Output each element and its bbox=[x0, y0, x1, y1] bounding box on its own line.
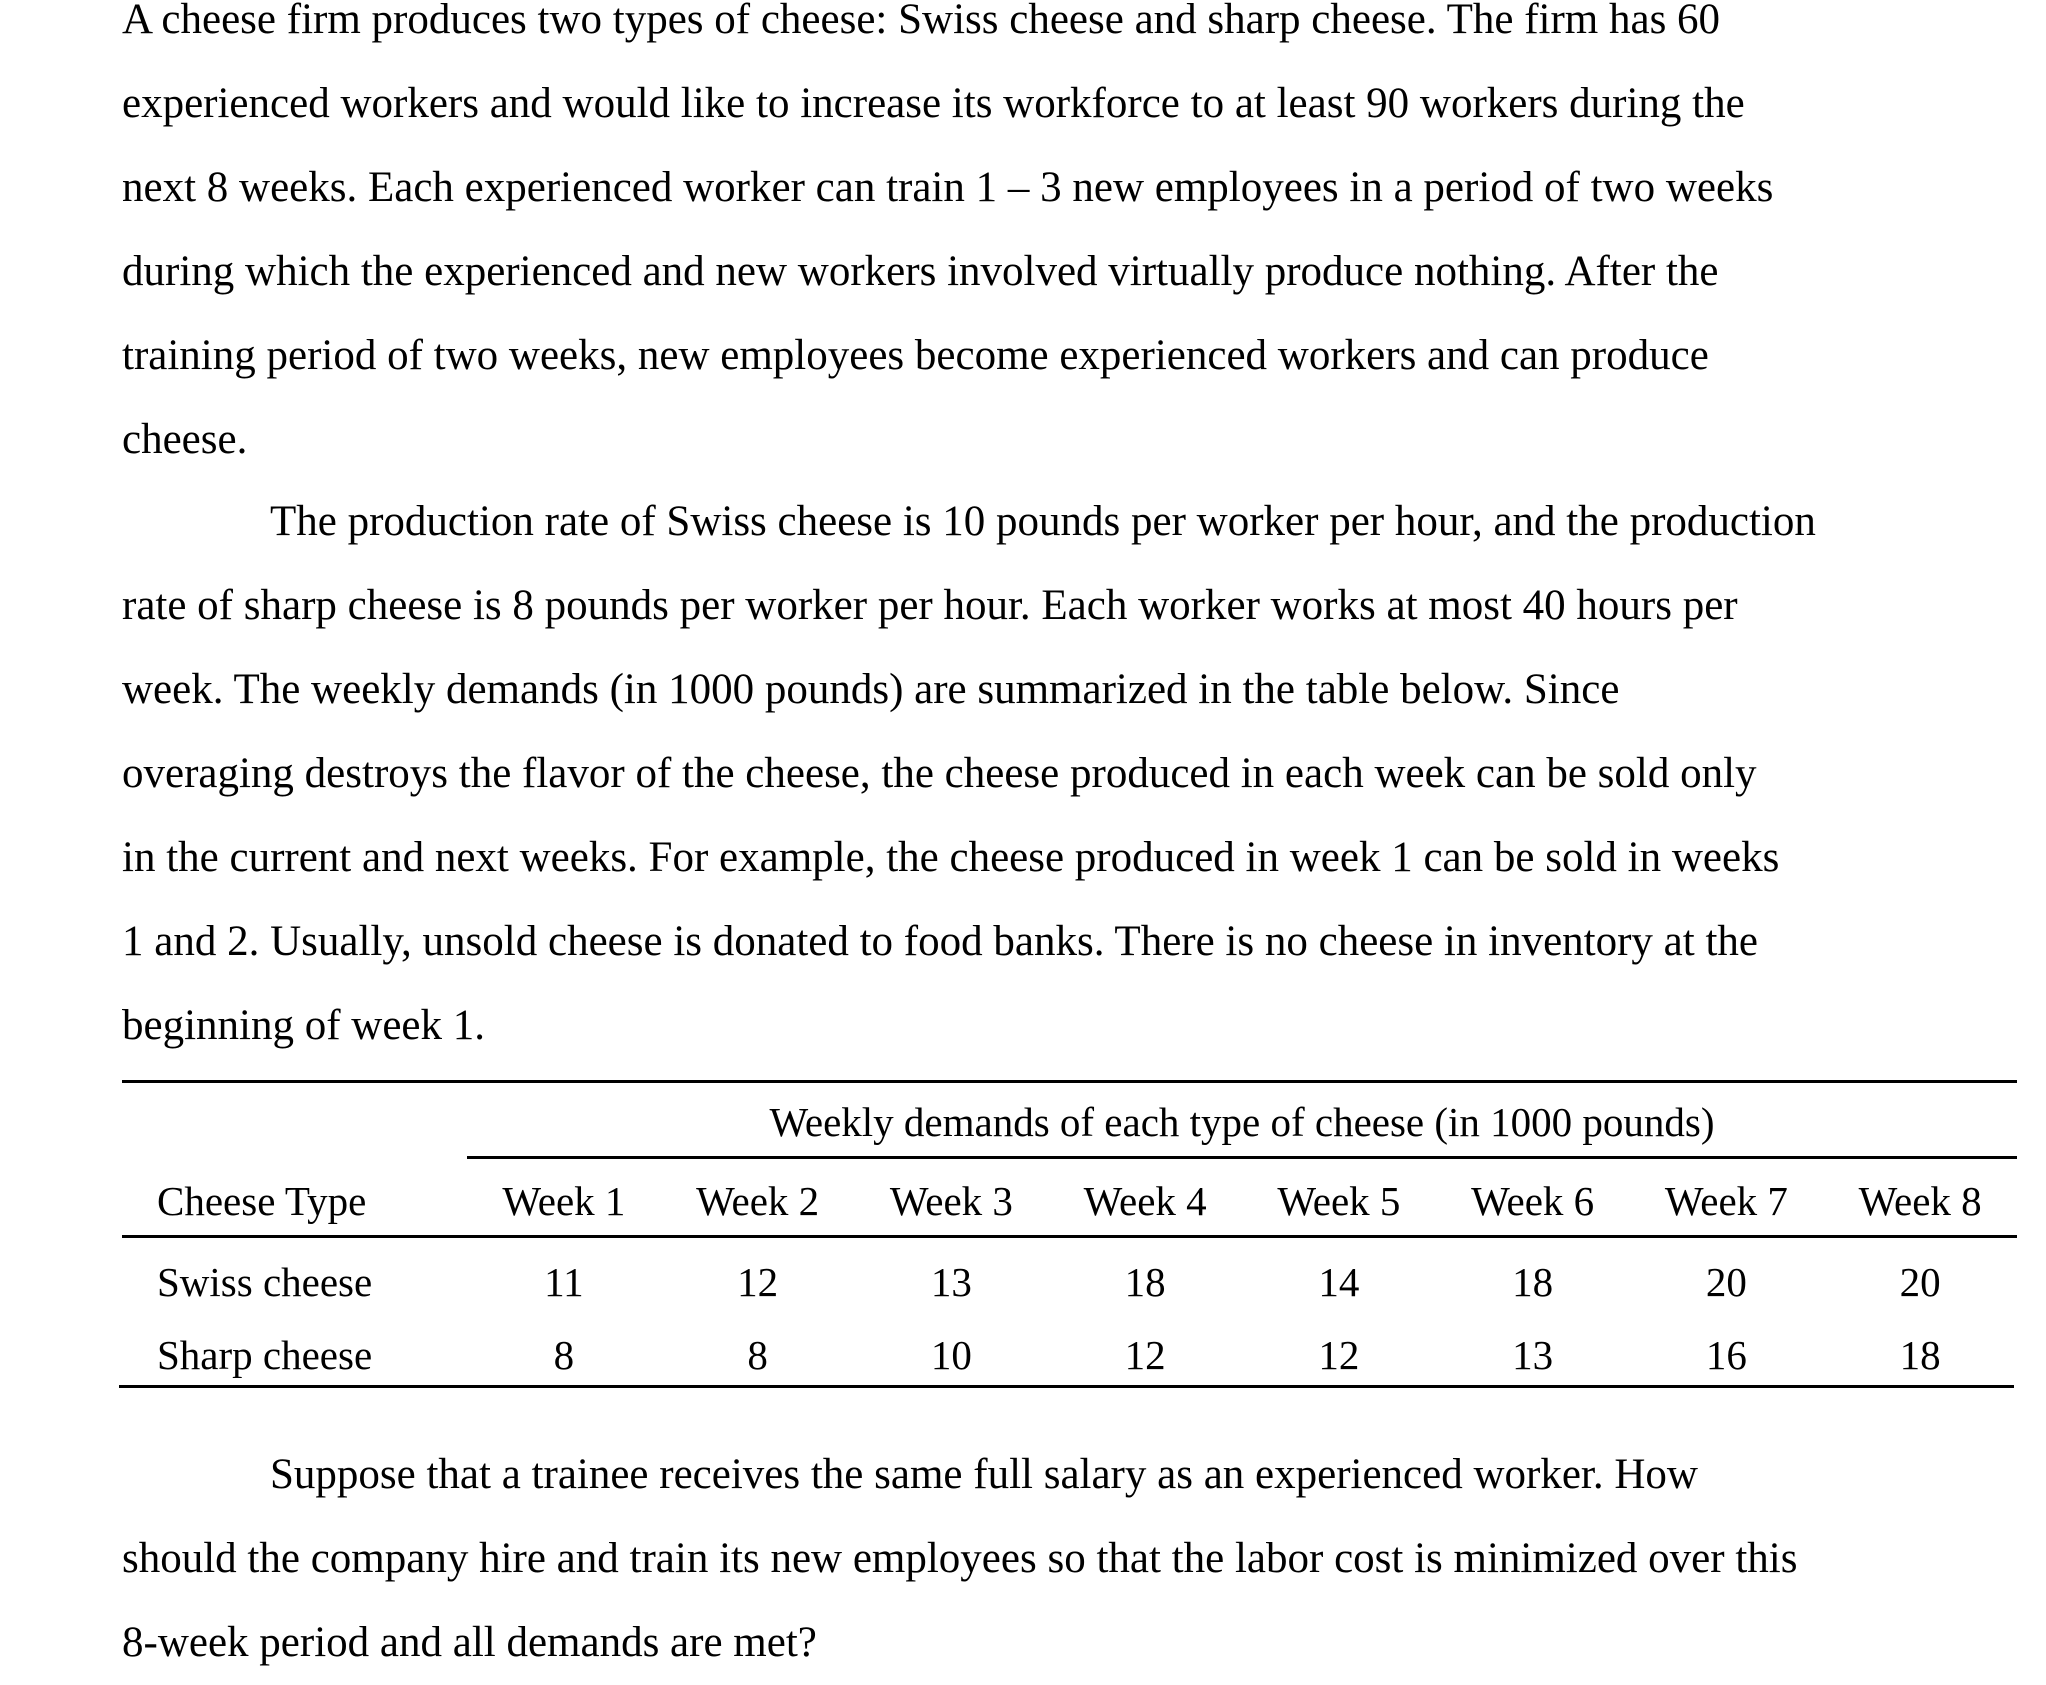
row-label-swiss: Swiss cheese bbox=[157, 1259, 373, 1305]
column-header-week: Week 5 bbox=[1277, 1178, 1401, 1224]
text-line: should the company hire and train its new employees so that the labor cost is minimized over this bbox=[122, 1535, 1798, 1582]
table-bottom-rule bbox=[119, 1385, 2014, 1388]
table-cell: 20 bbox=[1899, 1259, 1941, 1305]
table-cell: 8 bbox=[747, 1332, 768, 1378]
table-cell: 11 bbox=[544, 1259, 584, 1305]
text-line: 1 and 2. Usually, unsold cheese is donated to food banks. There is no cheese in inventory at the bbox=[122, 918, 1758, 965]
text-line: A cheese firm produces two types of cheese: Swiss cheese and sharp cheese. The firm has 60 bbox=[122, 0, 1721, 43]
table-cell: 14 bbox=[1318, 1259, 1360, 1305]
table-cell: 13 bbox=[930, 1259, 972, 1305]
column-header-cheese-type: Cheese Type bbox=[157, 1178, 367, 1224]
column-header-week: Week 8 bbox=[1858, 1178, 1982, 1224]
table-cell: 18 bbox=[1124, 1259, 1166, 1305]
table-cell: 18 bbox=[1512, 1259, 1554, 1305]
paragraph-intro bbox=[122, 0, 1773, 482]
text-line: week. The weekly demands (in 1000 pounds) are summarized in the table below. Since bbox=[122, 666, 1620, 713]
paragraph-production bbox=[122, 480, 1816, 1068]
caption-rule bbox=[467, 1156, 2017, 1159]
text-line: in the current and next weeks. For example, the cheese produced in week 1 can be sold in weeks bbox=[122, 834, 1780, 881]
table-cell: 10 bbox=[930, 1332, 972, 1378]
column-header-week: Week 4 bbox=[1083, 1178, 1207, 1224]
text-line: overaging destroys the flavor of the cheese, the cheese produced in each week can be sold only bbox=[122, 750, 1757, 797]
text-line: Suppose that a trainee receives the same full salary as an experienced worker. How bbox=[270, 1451, 1698, 1498]
table-cell: 12 bbox=[1124, 1332, 1166, 1378]
paragraph-question bbox=[122, 1433, 1797, 1685]
text-line: The production rate of Swiss cheese is 10 pounds per worker per hour, and the production bbox=[270, 498, 1816, 545]
table-cell: 16 bbox=[1705, 1332, 1747, 1378]
text-line: next 8 weeks. Each experienced worker can train 1 – 3 new employees in a period of two weeks bbox=[122, 164, 1774, 211]
column-header-week: Week 1 bbox=[502, 1178, 626, 1224]
table-cell: 18 bbox=[1899, 1332, 1941, 1378]
text-line: during which the experienced and new workers involved virtually produce nothing. After the bbox=[122, 248, 1719, 295]
text-line: training period of two weeks, new employees become experienced workers and can produce bbox=[122, 332, 1709, 379]
column-header-week: Week 2 bbox=[696, 1178, 820, 1224]
table-cell: 13 bbox=[1512, 1332, 1554, 1378]
column-header-week: Week 3 bbox=[889, 1178, 1013, 1224]
table-top-rule bbox=[122, 1080, 2017, 1083]
text-line: beginning of week 1. bbox=[122, 1002, 486, 1049]
table-cell: 8 bbox=[553, 1332, 575, 1378]
text-line: rate of sharp cheese is 8 pounds per worker per hour. Each worker works at most 40 hours per bbox=[122, 582, 1738, 629]
row-label-sharp: Sharp cheese bbox=[157, 1332, 373, 1378]
column-header-week: Week 7 bbox=[1664, 1178, 1788, 1224]
header-rule bbox=[122, 1235, 2017, 1238]
table-cell: 12 bbox=[1318, 1332, 1360, 1378]
text-line: cheese. bbox=[122, 416, 248, 463]
table-cell: 12 bbox=[737, 1259, 779, 1305]
text-line: experienced workers and would like to increase its workforce to at least 90 workers during the bbox=[122, 80, 1745, 127]
table-cell: 20 bbox=[1705, 1259, 1747, 1305]
text-line: 8-week period and all demands are met? bbox=[122, 1619, 817, 1666]
column-header-week: Week 6 bbox=[1471, 1178, 1595, 1224]
table-caption: Weekly demands of each type of cheese (in 1000 pounds) bbox=[769, 1099, 1715, 1145]
